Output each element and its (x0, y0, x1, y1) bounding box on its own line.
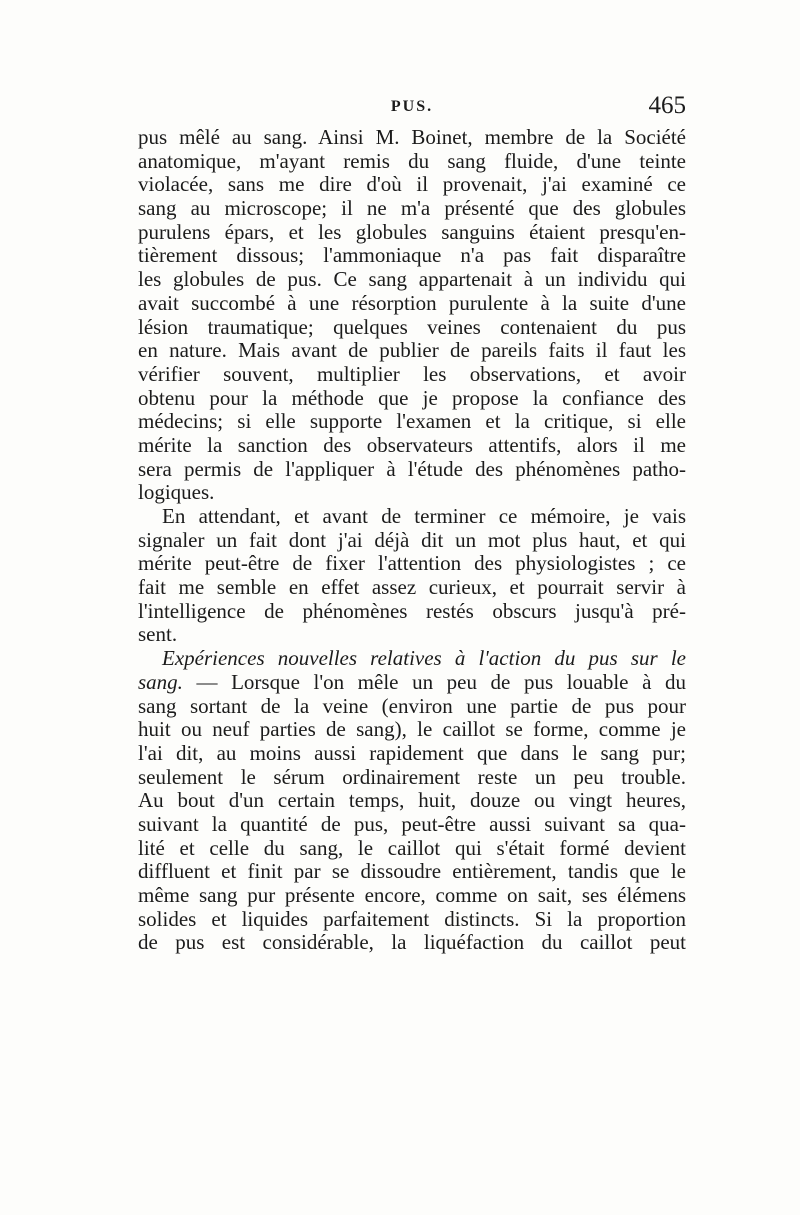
text-run: — Lorsque l'on mêle un peu de pus louable à du (182, 670, 686, 694)
paragraph (138, 126, 686, 505)
text-line: sang sortant de la veine (environ une partie de pus pour (138, 694, 686, 718)
text-line: anatomique, m'ayant remis du sang fluide, d'une teinte (138, 149, 686, 173)
text-line: mérite la sanction des observateurs attentifs, alors il me (138, 433, 686, 457)
text-line: sera permis de l'appliquer à l'étude des phénomènes patho- (138, 457, 686, 481)
text-line: même sang pur présente encore, comme on sait, ses élémens (138, 884, 686, 907)
text-line (138, 671, 686, 695)
text-line: les globules de pus. Ce sang appartenait à un individu qui (138, 268, 686, 292)
paragraph (138, 647, 686, 955)
text-line: vérifier souvent, multiplier les observations, et avoir (138, 362, 686, 386)
text-line: mérite peut-être de fixer l'attention des physiologistes ; ce (138, 552, 686, 576)
text-line: l'intelligence de phénomènes restés obscurs jusqu'à pré- (138, 599, 686, 623)
text-line: solides et liquides parfaitement distincts. Si la proportion (138, 907, 686, 931)
text-line: l'ai dit, au moins aussi rapidement que dans le sang pur; (138, 741, 686, 765)
text-line: en nature. Mais avant de publier de pareils faits il faut les (138, 339, 686, 363)
text-line: sent. (138, 623, 178, 647)
section-heading: Expériences nouvelles relatives à l'action du pus sur le (162, 647, 686, 671)
text-line: sang au microscope; il ne m'a présenté que des globules (138, 197, 686, 221)
text-line: violacée, sans me dire d'où il provenait, j'ai examiné ce (138, 173, 686, 197)
running-title: PUS. (390, 98, 434, 115)
section-heading-end: sang. (138, 670, 183, 694)
running-head (138, 92, 686, 126)
text-line: Au bout d'un certain temps, huit, douze ou vingt heures, (138, 789, 686, 813)
text-line: suivant la quantité de pus, peut-être aussi suivant sa qua- (138, 812, 686, 836)
text-line: purulens épars, et les globules sanguins étaient presqu'en- (138, 220, 686, 244)
text-line: seulement le sérum ordinairement reste un peu trouble. (138, 765, 686, 789)
text-line: fait me semble en effet assez curieux, et pourrait servir à (138, 576, 686, 600)
text-line: lésion traumatique; quelques veines contenaient du pus (138, 315, 686, 339)
body-text (138, 126, 686, 955)
text-line: logiques. (138, 481, 215, 505)
text-line: En attendant, et avant de terminer ce mémoire, je vais (162, 505, 686, 528)
text-line: tièrement dissous; l'ammoniaque n'a pas fait disparaître (138, 244, 686, 268)
text-line: médecins; si elle supporte l'examen et la critique, si elle (138, 410, 686, 434)
text-line: obtenu pour la méthode que je propose la confiance des (138, 386, 686, 410)
page-number: 465 (648, 92, 686, 119)
text-line: pus mêlé au sang. Ainsi M. Boinet, membre de la Société (138, 126, 686, 149)
text-line: avait succombé à une résorption purulente à la suite d'une (138, 291, 686, 315)
text-line: lité et celle du sang, le caillot qui s'était formé devient (138, 836, 686, 860)
text-line: de pus est considérable, la liquéfaction du caillot peut (138, 931, 686, 955)
paragraph (138, 505, 686, 647)
text-line: signaler un fait dont j'ai déjà dit un mot plus haut, et qui (138, 528, 686, 552)
text-line: huit ou neuf parties de sang), le caillot se forme, comme je (138, 718, 686, 742)
text-line: diffluent et finit par se dissoudre entièrement, tandis que le (138, 860, 686, 884)
